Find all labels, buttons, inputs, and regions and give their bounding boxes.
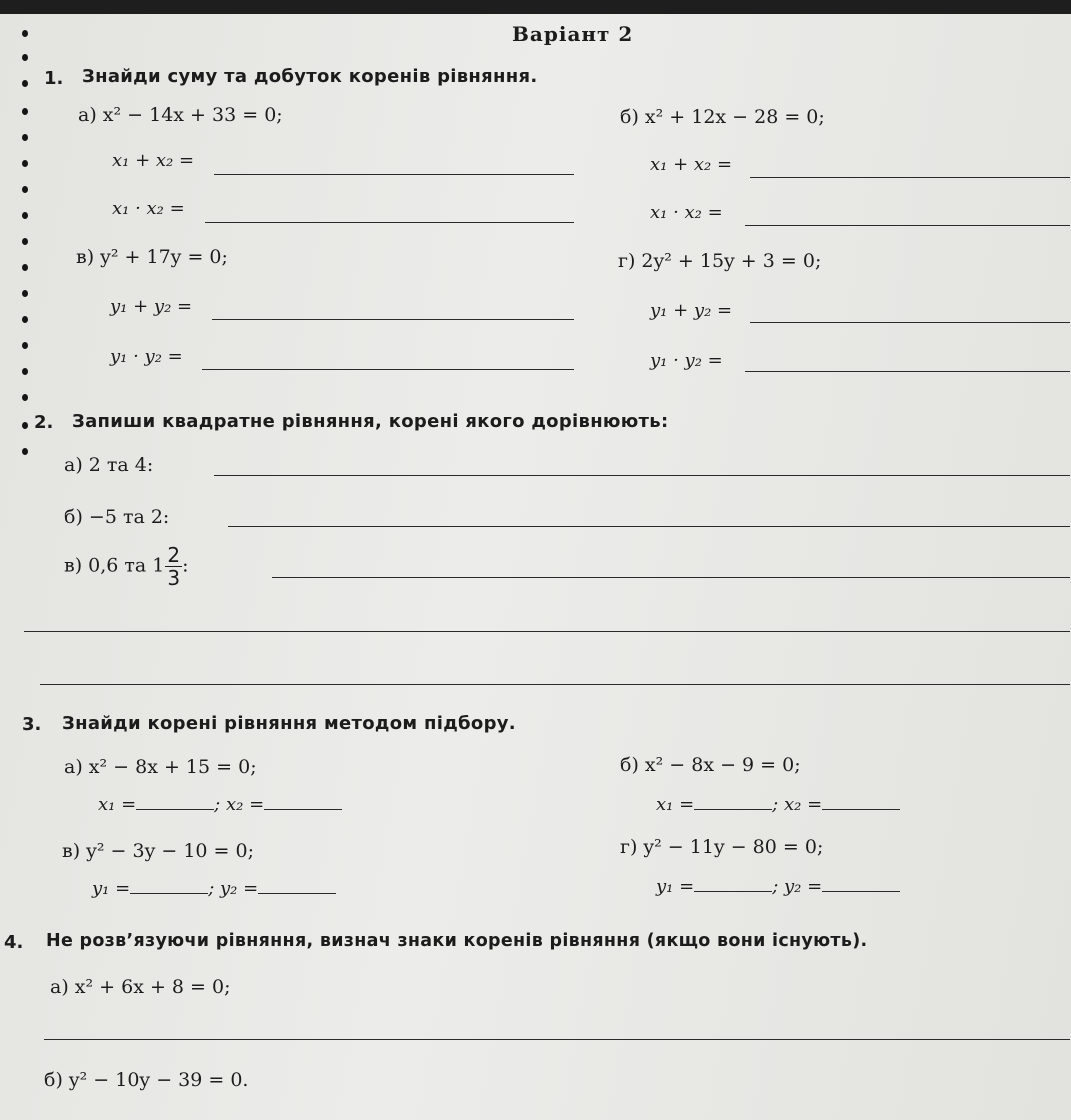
task3-v-root1-blank[interactable] bbox=[130, 879, 208, 894]
task1-item-b: б) x² + 12x − 28 = 0; bbox=[620, 106, 825, 128]
task1-b-product-answer-line[interactable] bbox=[745, 225, 1070, 226]
task2-item-b: б) −5 та 2: bbox=[64, 506, 170, 528]
task2-heading: Запиши квадратне рівняння, корені якого дорівнюють: bbox=[72, 411, 669, 432]
task3-item-v: в) y² − 3y − 10 = 0; bbox=[62, 840, 254, 862]
task4-heading: Не розв’язуючи рівняння, визнач знаки коренів рівняння (якщо вони існують). bbox=[46, 931, 868, 951]
task3-a-root2-blank[interactable] bbox=[264, 795, 342, 810]
task3-v-roots: y₁ = ; y₂ = bbox=[92, 878, 336, 899]
task1-g-sum-label: y₁ + y₂ = bbox=[650, 300, 733, 321]
task1-b-product-label: x₁ · x₂ = bbox=[650, 202, 723, 223]
task1-v-sum-label: y₁ + y₂ = bbox=[110, 296, 193, 317]
task4-item-b: б) y² − 10y − 39 = 0. bbox=[44, 1069, 249, 1091]
task1-v-product-answer-line[interactable] bbox=[202, 369, 574, 370]
task4-item-a: а) x² + 6x + 8 = 0; bbox=[50, 976, 231, 998]
task1-v-product-label: y₁ · y₂ = bbox=[110, 346, 183, 367]
task1-b-sum-answer-line[interactable] bbox=[750, 177, 1070, 178]
task3-b-root1-blank[interactable] bbox=[694, 795, 772, 810]
task1-g-product-label: y₁ · y₂ = bbox=[650, 350, 723, 371]
task3-number: 3. bbox=[22, 714, 42, 735]
task2-b-answer-line[interactable] bbox=[228, 526, 1070, 527]
task1-a-sum-answer-line[interactable] bbox=[214, 174, 574, 175]
task2-item-a: а) 2 та 4: bbox=[64, 454, 154, 476]
task1-a-sum-label: x₁ + x₂ = bbox=[112, 150, 195, 171]
task3-g-root1-blank[interactable] bbox=[694, 877, 772, 892]
task1-g-product-answer-line[interactable] bbox=[745, 371, 1070, 372]
task3-b-roots: x₁ = ; x₂ = bbox=[656, 794, 900, 815]
task4-number: 4. bbox=[4, 932, 24, 953]
binder-holes bbox=[22, 30, 34, 460]
task1-a-product-label: x₁ · x₂ = bbox=[112, 198, 185, 219]
task3-a-root1-blank[interactable] bbox=[136, 795, 214, 810]
task2-item-v: в) 0,6 та 1 $\frac{2}{3}$ : bbox=[64, 543, 189, 590]
task3-item-b: б) x² − 8x − 9 = 0; bbox=[620, 754, 801, 776]
task3-a-roots: x₁ = ; x₂ = bbox=[98, 794, 342, 815]
task2-a-answer-line[interactable] bbox=[214, 475, 1070, 476]
task3-b-root2-blank[interactable] bbox=[822, 795, 900, 810]
task3-heading: Знайди корені рівняння методом підбору. bbox=[62, 713, 516, 734]
top-dark-strip bbox=[0, 0, 1071, 14]
task1-item-g: г) 2y² + 15y + 3 = 0; bbox=[618, 250, 822, 272]
task1-item-v: в) y² + 17y = 0; bbox=[76, 246, 228, 268]
task1-a-product-answer-line[interactable] bbox=[205, 222, 574, 223]
task3-item-g: г) y² − 11y − 80 = 0; bbox=[620, 836, 824, 858]
task1-b-sum-label: x₁ + x₂ = bbox=[650, 154, 733, 175]
task3-g-roots: y₁ = ; y₂ = bbox=[656, 876, 900, 897]
variant-title: Варіант 2 bbox=[512, 22, 634, 46]
task3-v-root2-blank[interactable] bbox=[258, 879, 336, 894]
task2-v-fraction: $\frac{2}{3}$ bbox=[167, 543, 181, 590]
task1-g-sum-answer-line[interactable] bbox=[750, 322, 1070, 323]
task3-item-a: а) x² − 8x + 15 = 0; bbox=[64, 756, 257, 778]
task1-heading: Знайди суму та добуток коренів рівняння. bbox=[82, 66, 538, 87]
task2-extra-line-2[interactable] bbox=[40, 684, 1070, 685]
task1-v-sum-answer-line[interactable] bbox=[212, 319, 574, 320]
task2-extra-line-1[interactable] bbox=[24, 631, 1070, 632]
task2-v-answer-line[interactable] bbox=[272, 577, 1070, 578]
task1-item-a: а) x² − 14x + 33 = 0; bbox=[78, 104, 283, 126]
task2-number: 2. bbox=[34, 412, 54, 433]
task1-number: 1. bbox=[44, 68, 64, 89]
task4-a-answer-line[interactable] bbox=[44, 1039, 1070, 1040]
worksheet-page bbox=[0, 14, 1071, 1120]
task3-g-root2-blank[interactable] bbox=[822, 877, 900, 892]
